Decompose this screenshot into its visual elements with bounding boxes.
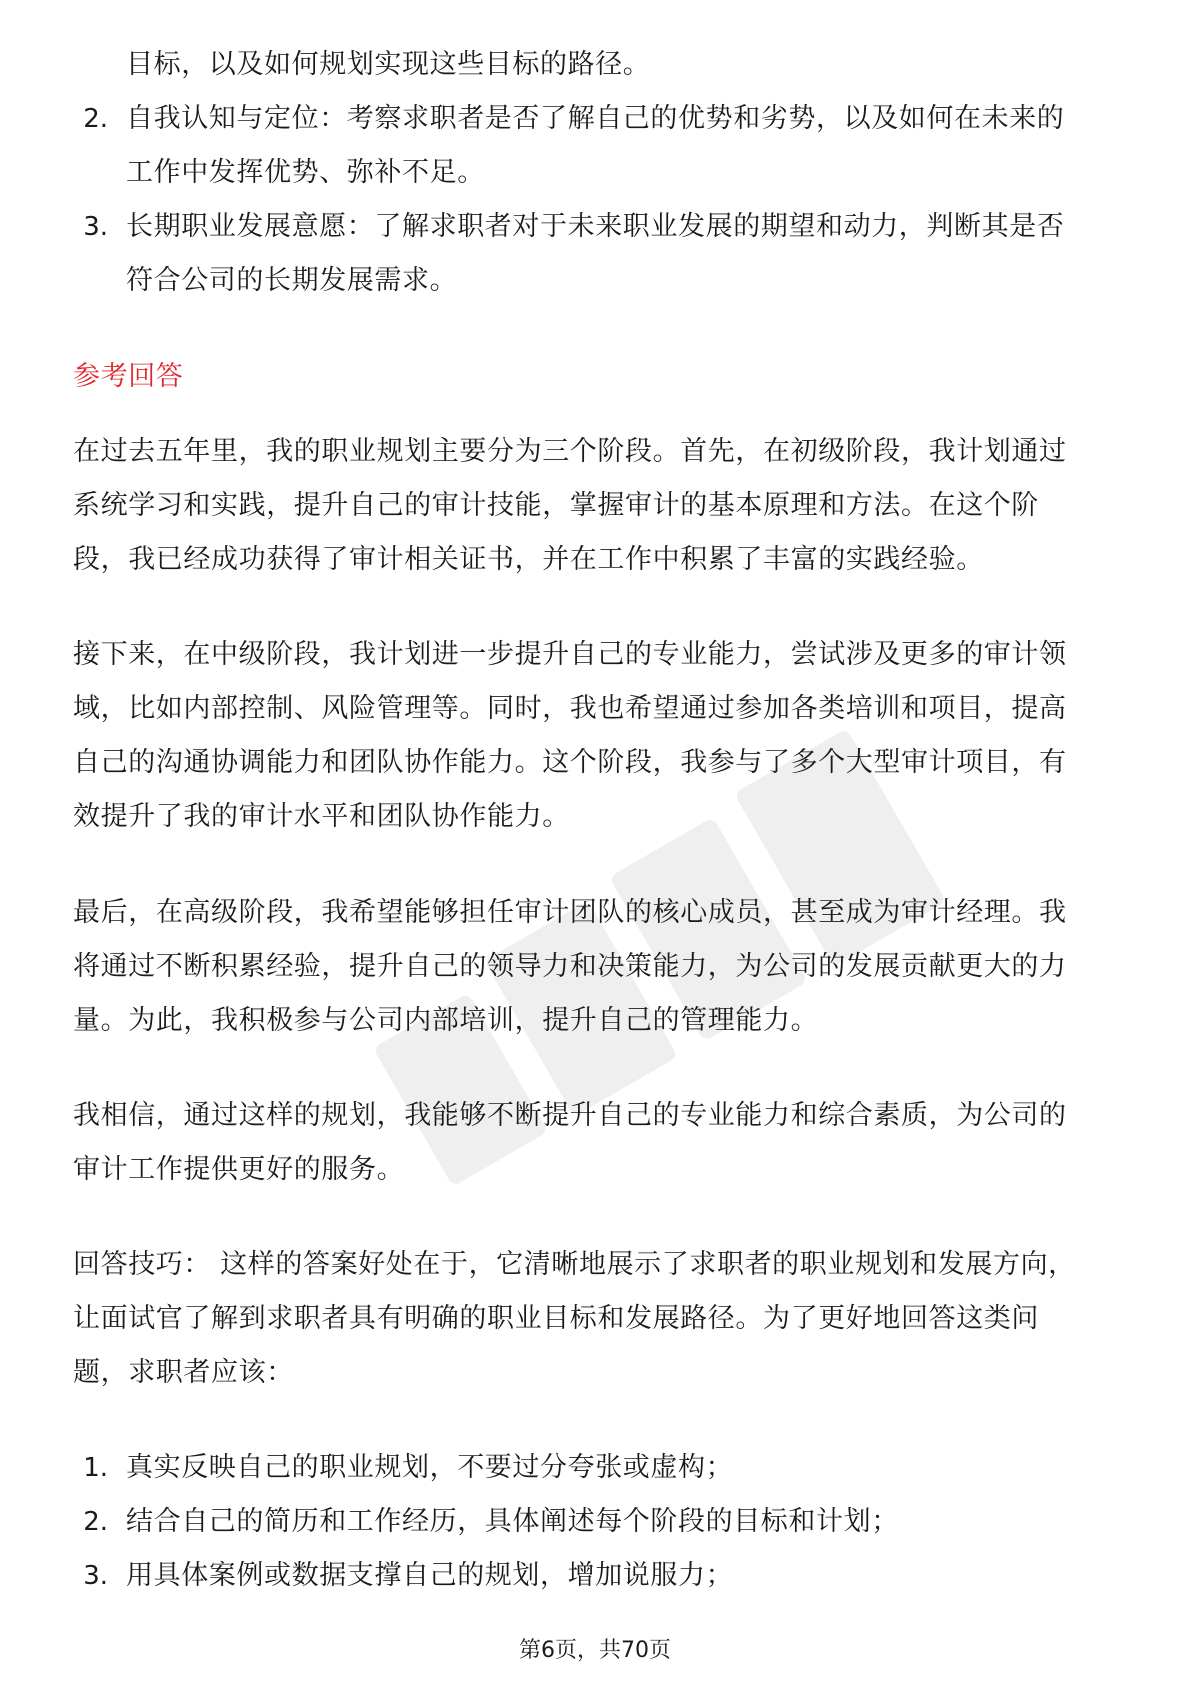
list-item-line: 自我认知与定位：考察求职者是否了解自己的优势和劣势，以及如何在未来的	[126, 103, 1065, 134]
paragraph-line: 最后，在高级阶段，我希望能够担任审计团队的核心成员，甚至成为审计经理。我	[73, 897, 1067, 928]
paragraph-line: 域，比如内部控制、风险管理等。同时，我也希望通过参加各类培训和项目，提高	[73, 693, 1067, 724]
list-item-continuation: 目标，以及如何规划实现这些目标的路径。	[126, 49, 651, 80]
paragraph-line: 系统学习和实践，提升自己的审计技能，掌握审计的基本原理和方法。在这个阶	[73, 490, 1039, 521]
paragraph-line: 让面试官了解到求职者具有明确的职业目标和发展路径。为了更好地回答这类问	[73, 1303, 1039, 1334]
tip-item: 结合自己的简历和工作经历，具体阐述每个阶段的目标和计划；	[126, 1506, 899, 1537]
list-number: 1.	[83, 1453, 108, 1483]
list-number: 3.	[83, 212, 108, 242]
list-number: 2.	[83, 1507, 108, 1537]
list-item-line: 长期职业发展意愿：了解求职者对于未来职业发展的期望和动力，判断其是否	[126, 211, 1065, 242]
paragraph-line: 将通过不断积累经验，提升自己的领导力和决策能力，为公司的发展贡献更大的力	[73, 951, 1067, 982]
list-number: 3.	[83, 1561, 108, 1591]
page-number: 第6页，共70页	[519, 1638, 671, 1663]
tip-item: 用具体案例或数据支撑自己的规划，增加说服力；	[126, 1560, 734, 1591]
section-heading: 参考回答	[73, 361, 184, 392]
paragraph-line: 效提升了我的审计水平和团队协作能力。	[73, 801, 570, 832]
paragraph-line: 在过去五年里，我的职业规划主要分为三个阶段。首先，在初级阶段，我计划通过	[73, 436, 1067, 467]
paragraph-line: 回答技巧： 这样的答案好处在于，它清晰地展示了求职者的职业规划和发展方向，	[73, 1249, 1076, 1280]
paragraph-line: 我相信，通过这样的规划，我能够不断提升自己的专业能力和综合素质，为公司的	[73, 1100, 1067, 1131]
list-item-line: 符合公司的长期发展需求。	[126, 265, 458, 296]
watermark-logo	[300, 640, 1060, 1240]
paragraph-line: 接下来，在中级阶段，我计划进一步提升自己的专业能力，尝试涉及更多的审计领	[73, 639, 1067, 670]
paragraph-line: 量。为此，我积极参与公司内部培训，提升自己的管理能力。	[73, 1005, 819, 1036]
list-item-line: 工作中发挥优势、弥补不足。	[126, 157, 485, 188]
list-number: 2.	[83, 104, 108, 134]
paragraph-line: 自己的沟通协调能力和团队协作能力。这个阶段，我参与了多个大型审计项目，有	[73, 747, 1067, 778]
tip-item: 真实反映自己的职业规划，不要过分夸张或虚构；	[126, 1452, 734, 1483]
paragraph-line: 段，我已经成功获得了审计相关证书，并在工作中积累了丰富的实践经验。	[73, 544, 984, 575]
paragraph-line: 审计工作提供更好的服务。	[73, 1154, 405, 1185]
paragraph-line: 题，求职者应该：	[73, 1357, 294, 1388]
